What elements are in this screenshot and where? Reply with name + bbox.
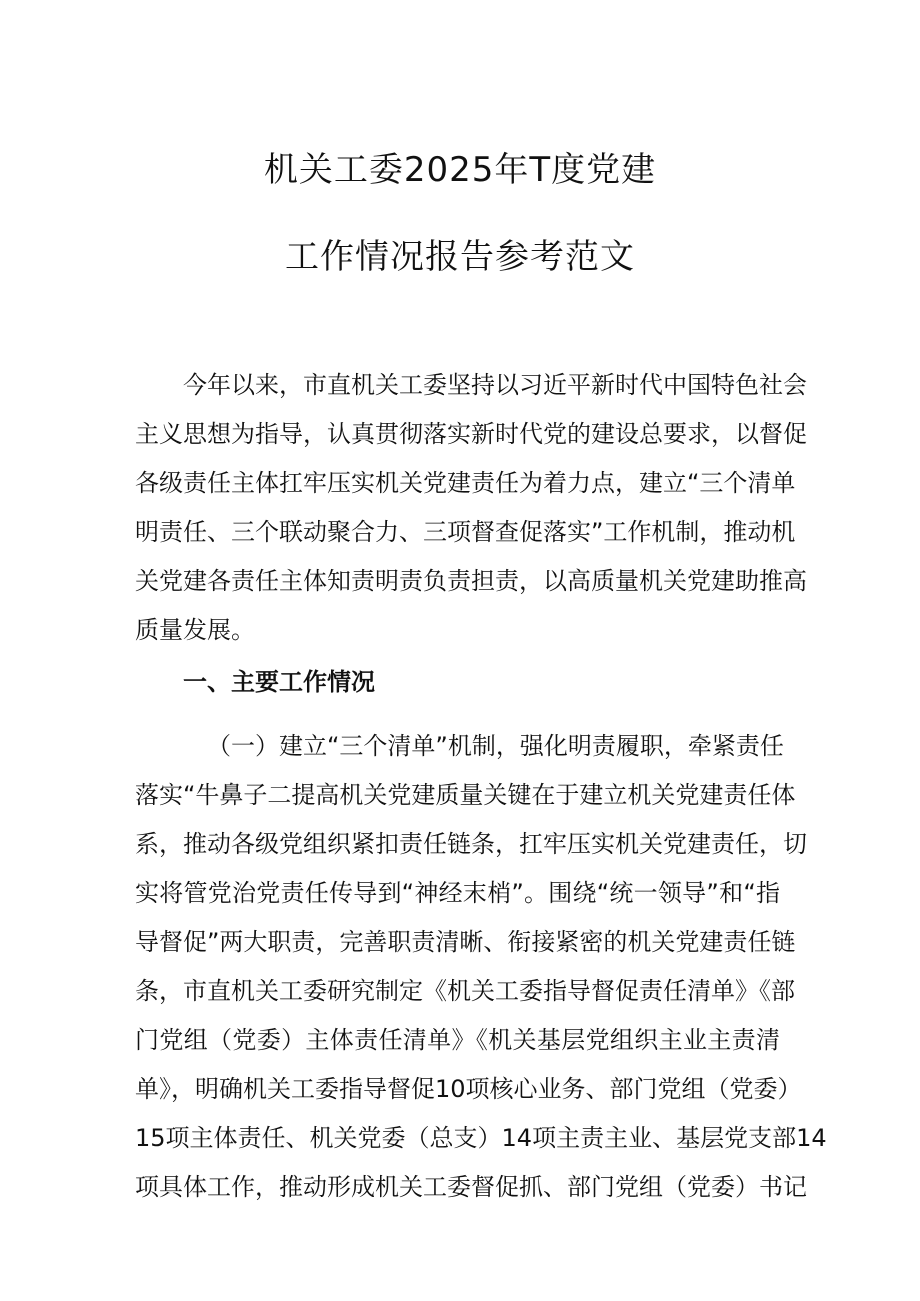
section-line: 门党组（党委）主体责任清单》《机关基层党组织主业主责清 bbox=[135, 1026, 780, 1054]
section-line: 实将管党治党责任传导到“神经末梢”。围绕“统一领导”和“指 bbox=[135, 879, 780, 907]
section-heading: 一、主要工作情况 bbox=[183, 668, 375, 696]
intro-line: 各级责任主体扛牢压实机关党建责任为着力点，建立“三个清单 bbox=[135, 469, 796, 497]
section-line: 导督促”两大职责，完善职责清晰、衔接紧密的机关党建责任链 bbox=[135, 928, 796, 956]
section-line: 单》，明确机关工委指导督促10项核心业务、部门党组（党委） bbox=[135, 1075, 802, 1103]
intro-line: 明责任、三个联动聚合力、三项督查促落实”工作机制，推动机 bbox=[135, 518, 796, 546]
intro-line: 主义思想为指导，认真贯彻落实新时代党的建设总要求，以督促 bbox=[135, 420, 807, 448]
section-line: 条，市直机关工委研究制定《机关工委指导督促责任清单》《部 bbox=[135, 977, 795, 1005]
section-line: 15项主体责任、机关党委（总支）14项主责主业、基层党支部14 bbox=[135, 1124, 827, 1152]
section-paragraph bbox=[135, 722, 827, 1212]
section-line: 项具体工作，推动形成机关工委督促抓、部门党组（党委）书记 bbox=[135, 1173, 807, 1201]
document-title-line-1: 机关工委2025年T度党建 bbox=[263, 150, 657, 190]
intro-line: 质量发展。 bbox=[135, 616, 255, 644]
section-line: （一）建立“三个清单”机制，强化明责履职，牵紧责任 bbox=[207, 732, 784, 760]
document-title-line-2: 工作情况报告参考范文 bbox=[285, 237, 635, 277]
section-line: 落实“牛鼻子二提高机关党建质量关键在于建立机关党建责任体 bbox=[135, 781, 796, 809]
intro-paragraph bbox=[135, 361, 807, 655]
intro-line: 今年以来，市直机关工委坚持以习近平新时代中国特色社会 bbox=[183, 371, 807, 399]
section-line: 系，推动各级党组织紧扣责任链条，扛牢压实机关党建责任，切 bbox=[135, 830, 807, 858]
intro-line: 关党建各责任主体知责明责负责担责，以高质量机关党建助推高 bbox=[135, 567, 807, 595]
